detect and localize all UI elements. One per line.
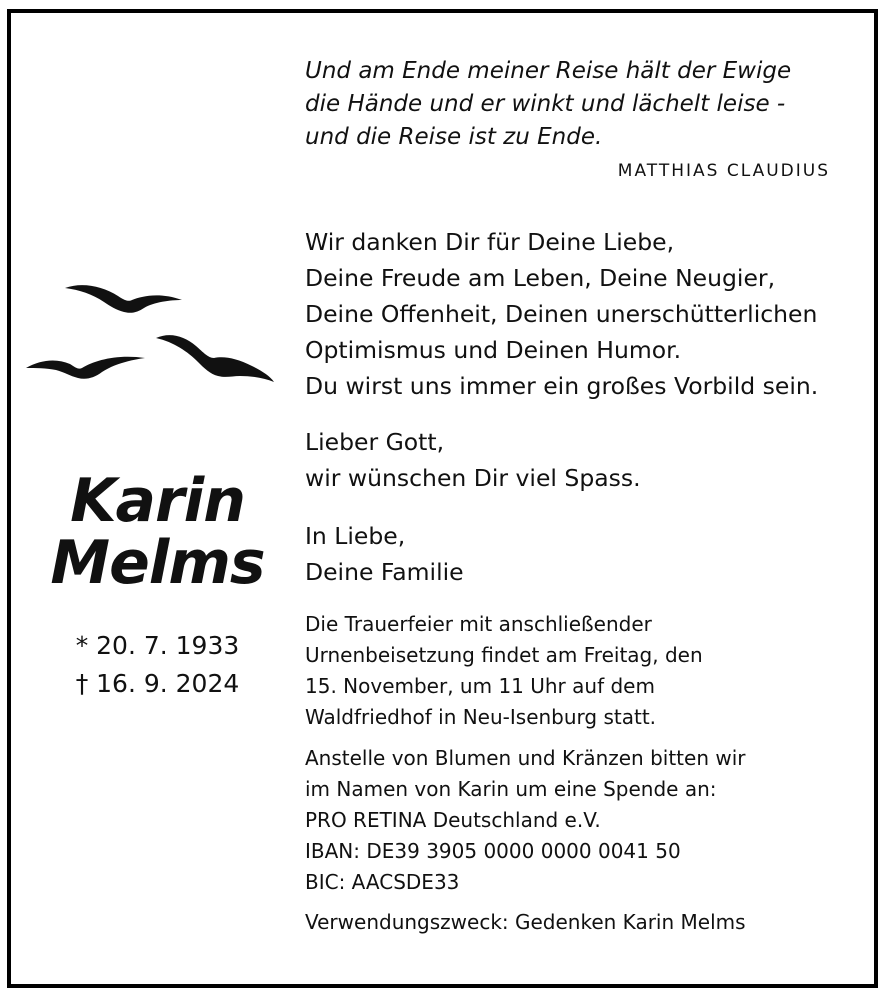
quote-block bbox=[305, 55, 845, 154]
thanks-paragraph bbox=[305, 224, 865, 404]
donation-line: Anstelle von Blumen und Kränzen bitten wir bbox=[305, 746, 746, 770]
death-date: † 16. 9. 2024 bbox=[75, 669, 240, 698]
donation-purpose bbox=[305, 907, 865, 938]
quote-line: die Hände und er winkt und lächelt leise - bbox=[305, 91, 786, 117]
thanks-line: Deine Offenheit, Deinen unerschütterlichen bbox=[305, 300, 818, 328]
ceremony-line: Die Trauerfeier mit anschließender bbox=[305, 612, 652, 636]
family-signature bbox=[305, 518, 865, 590]
flying-birds-icon bbox=[20, 270, 285, 400]
donation-recipient: PRO RETINA Deutschland e.V. bbox=[305, 808, 601, 832]
donation-line: im Namen von Karin um eine Spende an: bbox=[305, 777, 717, 801]
wish-line: wir wünschen Dir viel Spass. bbox=[305, 464, 641, 492]
signature-line: Deine Familie bbox=[305, 558, 464, 586]
bird-shape bbox=[26, 357, 145, 379]
ceremony-paragraph bbox=[305, 609, 865, 733]
donation-iban: IBAN: DE39 3905 0000 0000 0041 50 bbox=[305, 839, 681, 863]
last-name: Melms bbox=[50, 528, 265, 598]
first-name: Karin bbox=[70, 466, 245, 536]
thanks-line: Du wirst uns immer ein großes Vorbild sein. bbox=[305, 372, 819, 400]
thanks-line: Optimismus und Deinen Humor. bbox=[305, 336, 682, 364]
thanks-line: Deine Freude am Leben, Deine Neugier, bbox=[305, 264, 776, 292]
ceremony-line: 15. November, um 11 Uhr auf dem bbox=[305, 674, 655, 698]
donation-bic: BIC: AACSDE33 bbox=[305, 870, 460, 894]
quote-line: und die Reise ist zu Ende. bbox=[305, 124, 603, 150]
bird-shape bbox=[65, 285, 182, 313]
ceremony-line: Waldfriedhof in Neu-Isenburg statt. bbox=[305, 705, 657, 729]
life-dates bbox=[40, 627, 275, 703]
signature-line: In Liebe, bbox=[305, 522, 406, 550]
wish-line: Lieber Gott, bbox=[305, 428, 445, 456]
wish-paragraph bbox=[305, 424, 865, 496]
deceased-name bbox=[30, 466, 285, 598]
quote-author: MATTHIAS CLAUDIUS bbox=[617, 161, 830, 181]
ceremony-line: Urnenbeisetzung findet am Freitag, den bbox=[305, 643, 703, 667]
birth-date: * 20. 7. 1933 bbox=[75, 631, 240, 660]
purpose-line: Verwendungszweck: Gedenken Karin Melms bbox=[305, 910, 746, 934]
bird-shape bbox=[156, 335, 274, 382]
thanks-line: Wir danken Dir für Deine Liebe, bbox=[305, 228, 675, 256]
donation-paragraph bbox=[305, 743, 865, 898]
quote-line: Und am Ende meiner Reise hält der Ewige bbox=[305, 58, 792, 84]
